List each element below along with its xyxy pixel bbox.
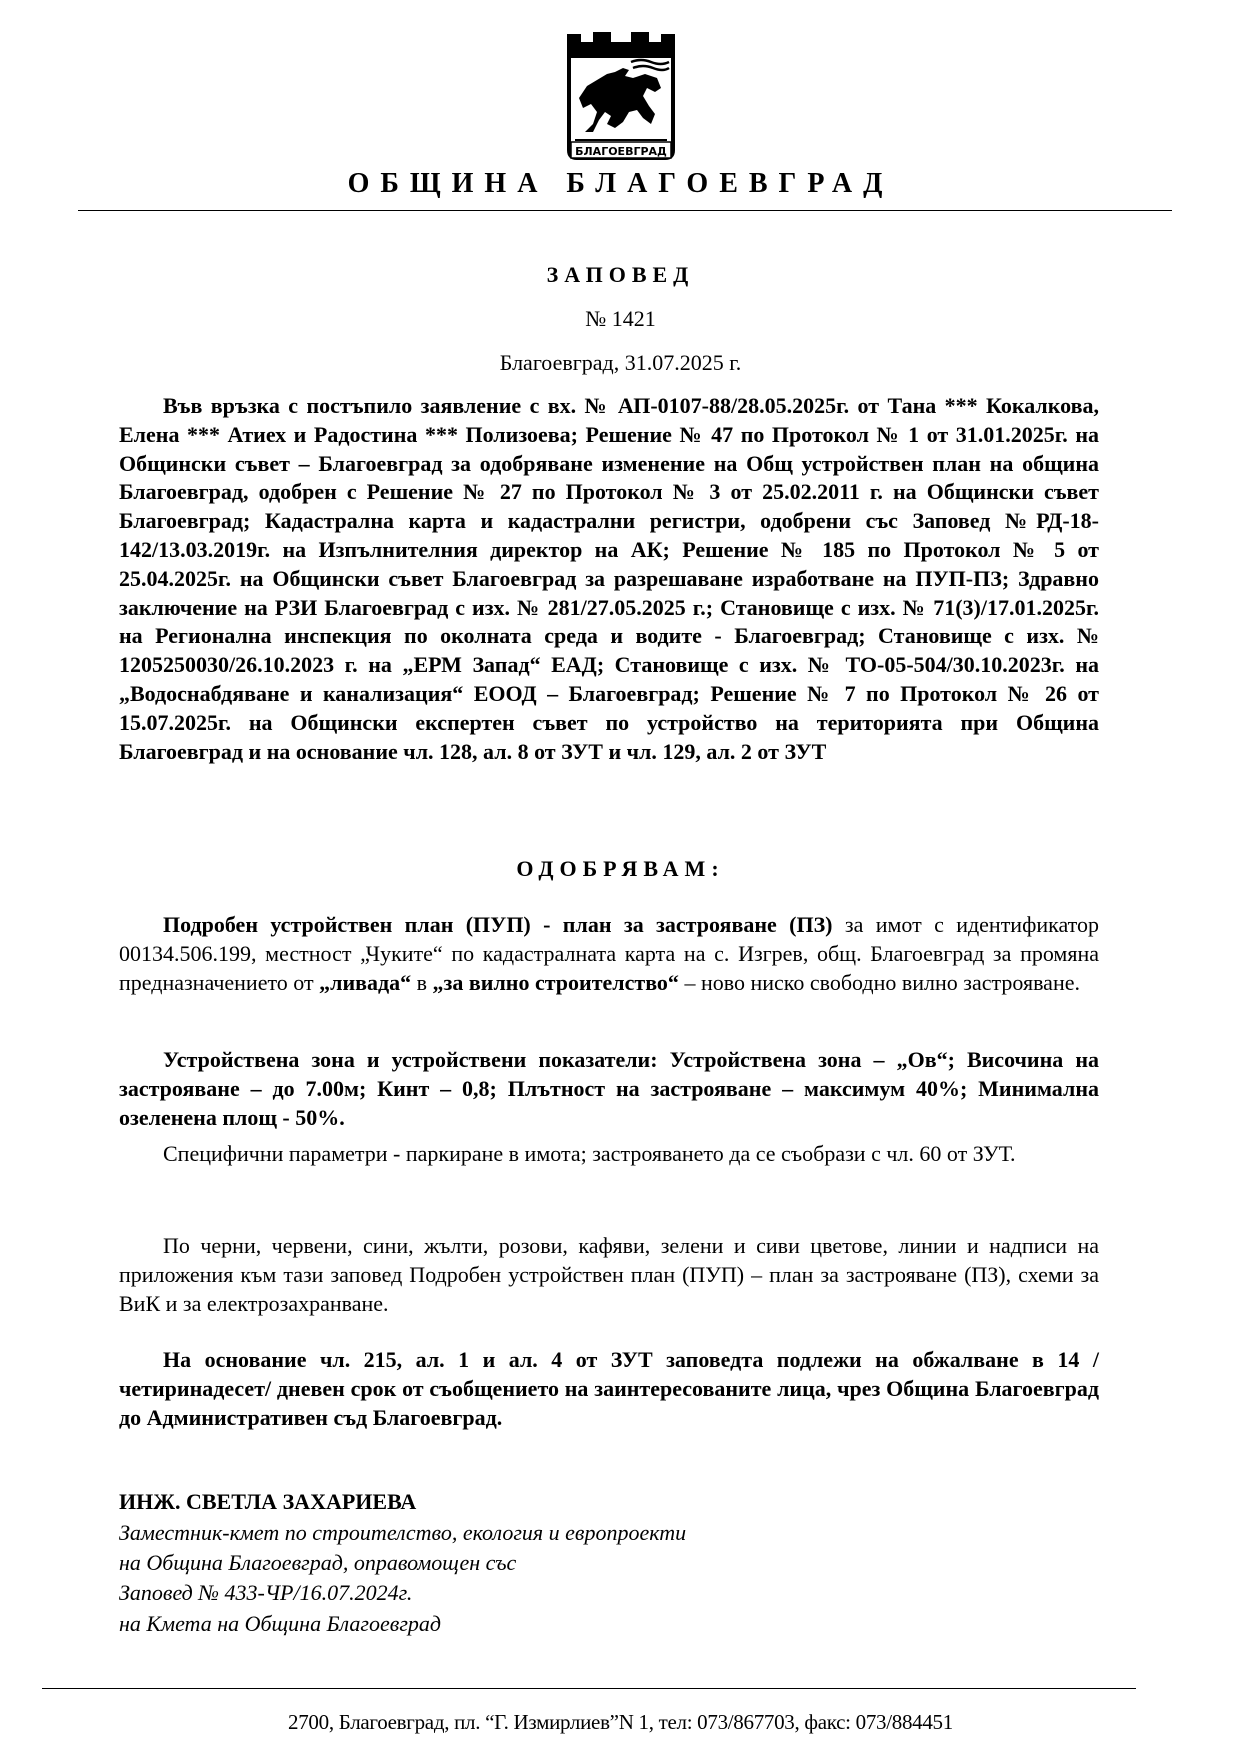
plan-to-use: „за вилно строителство“	[432, 969, 679, 995]
document-title: ЗАПОВЕД	[546, 262, 695, 287]
order-place-date: Благоевград, 31.07.2025 г.	[499, 350, 742, 375]
signer-title-line-2: на Община Благоевград, оправомощен със	[119, 1550, 517, 1575]
plan-lead: Подробен устройствен план (ПУП) - план за застрояване (ПЗ)	[163, 912, 833, 937]
signer-title-line-4: на Кмета на Община Благоевград	[119, 1611, 442, 1636]
preamble-paragraph: Във връзка с постъпило заявление с вх. № АП-0107-88/28.05.2025г. от Тана *** Кокалкова, Елена *** Атиех и Радостина *** Полизоева; Решение № 47 по Протокол № 1 от 31.01.2025г. на Общински съвет – Благоевград за одобряване изменение на Общ устройствен план на община Благоевград, одобрен с Решение № 27 по Протокол № 3 от 25.02.2011 г. на Общински съвет Благоевград; Кадастрална карта и кадастрални регистри, одобрени със Заповед №РД-18-142/13.03.2019г. на Изпълнителния директор на АК; Решение № 185 по Протокол № 5 от 25.04.2025г. на Общински съвет Благоевград за разрешаване изработване на ПУП-ПЗ; Здравно заключение на РЗИ Благоевград с изх. № 281/27.05.2025 г.; Становище с изх. № 71(3)/17.01.2025г. на Регионална инспекция по околната среда и водите - Благоевград; Становище с изх. № 1205250030/26.10.2023 г. на „ЕРМ Запад“ ЕАД; Становище с изх. № ТО-05-504/30.10.2023г. на „Водоснабдяване и канализация“ ЕООД – Благоевград; Решение № 7 по Протокол № 26 от 15.07.2025г. на Общински експертен съвет по устройство на територията при Община Благоевград и на основание чл. 128, ал. 8 от ЗУТ и чл. 129, ал. 2 от ЗУТ	[119, 393, 1099, 764]
signer-name: ИНЖ. СВЕТЛА ЗАХАРИЕВА	[119, 1489, 417, 1514]
appeal-paragraph: На основание чл. 215, ал. 1 и ал. 4 от ЗУТ заповедта подлежи на обжалване в 14 /четиринадесет/ дневен срок от съобщението на заинтересованите лица, чрез Община Благоевград до Административен съд Благоевград.	[119, 1347, 1099, 1430]
approve-heading: ОДОБРЯВАМ:	[516, 856, 725, 881]
order-number: № 1421	[585, 306, 656, 331]
footer-divider	[42, 1688, 1136, 1689]
signer-title-line-3: Заповед № 433-ЧР/16.07.2024г.	[119, 1580, 413, 1605]
header-divider	[78, 210, 1172, 211]
colors-paragraph: По черни, червени, сини, жълти, розови, кафяви, зелени и сиви цветове, линии и надписи на приложения към тази заповед Подробен устройствен план (ПУП) – план за застрояване (ПЗ), схеми за ВиК и за електрозахранване.	[119, 1233, 1099, 1316]
municipality-crest-logo	[563, 28, 679, 176]
plan-text-1: за имот с идентификатор 00134.506.199, местност „Чуките“ по кадастралната карта на с. Изгрев, общ. Благоевград за промяна предназначението от	[119, 912, 1099, 995]
signer-title-line-1: Заместник-кмет по строителство, екология и европроекти	[119, 1520, 687, 1545]
specific-parameters-paragraph: Специфични параметри - паркиране в имота; застрояването да се съобрази с чл. 60 от ЗУТ.	[163, 1141, 1016, 1166]
footer-address: 2700, Благоевград, пл. “Г. Измирлиев”N 1, тел: 073/867703, факс: 073/884451	[288, 1710, 953, 1734]
plan-paragraph	[119, 911, 1099, 997]
plan-text-3: – ново ниско свободно вилно застрояване.	[678, 969, 1080, 995]
plan-from-use: „ливада“	[319, 969, 412, 995]
plan-text-2: в	[411, 969, 433, 995]
zone-parameters-paragraph: Устройствена зона и устройствени показатели: Устройствена зона – „Ов“; Височина на застрояване – до 7.00м; Кинт – 0,8; Плътност на застрояване – максимум 40%; Минимална озеленена площ - 50%.	[119, 1047, 1099, 1130]
crest-text: БЛАГОЕВГРАД	[575, 145, 667, 158]
municipality-name: ОБЩИНА БЛАГОЕВГРАД	[347, 168, 894, 199]
